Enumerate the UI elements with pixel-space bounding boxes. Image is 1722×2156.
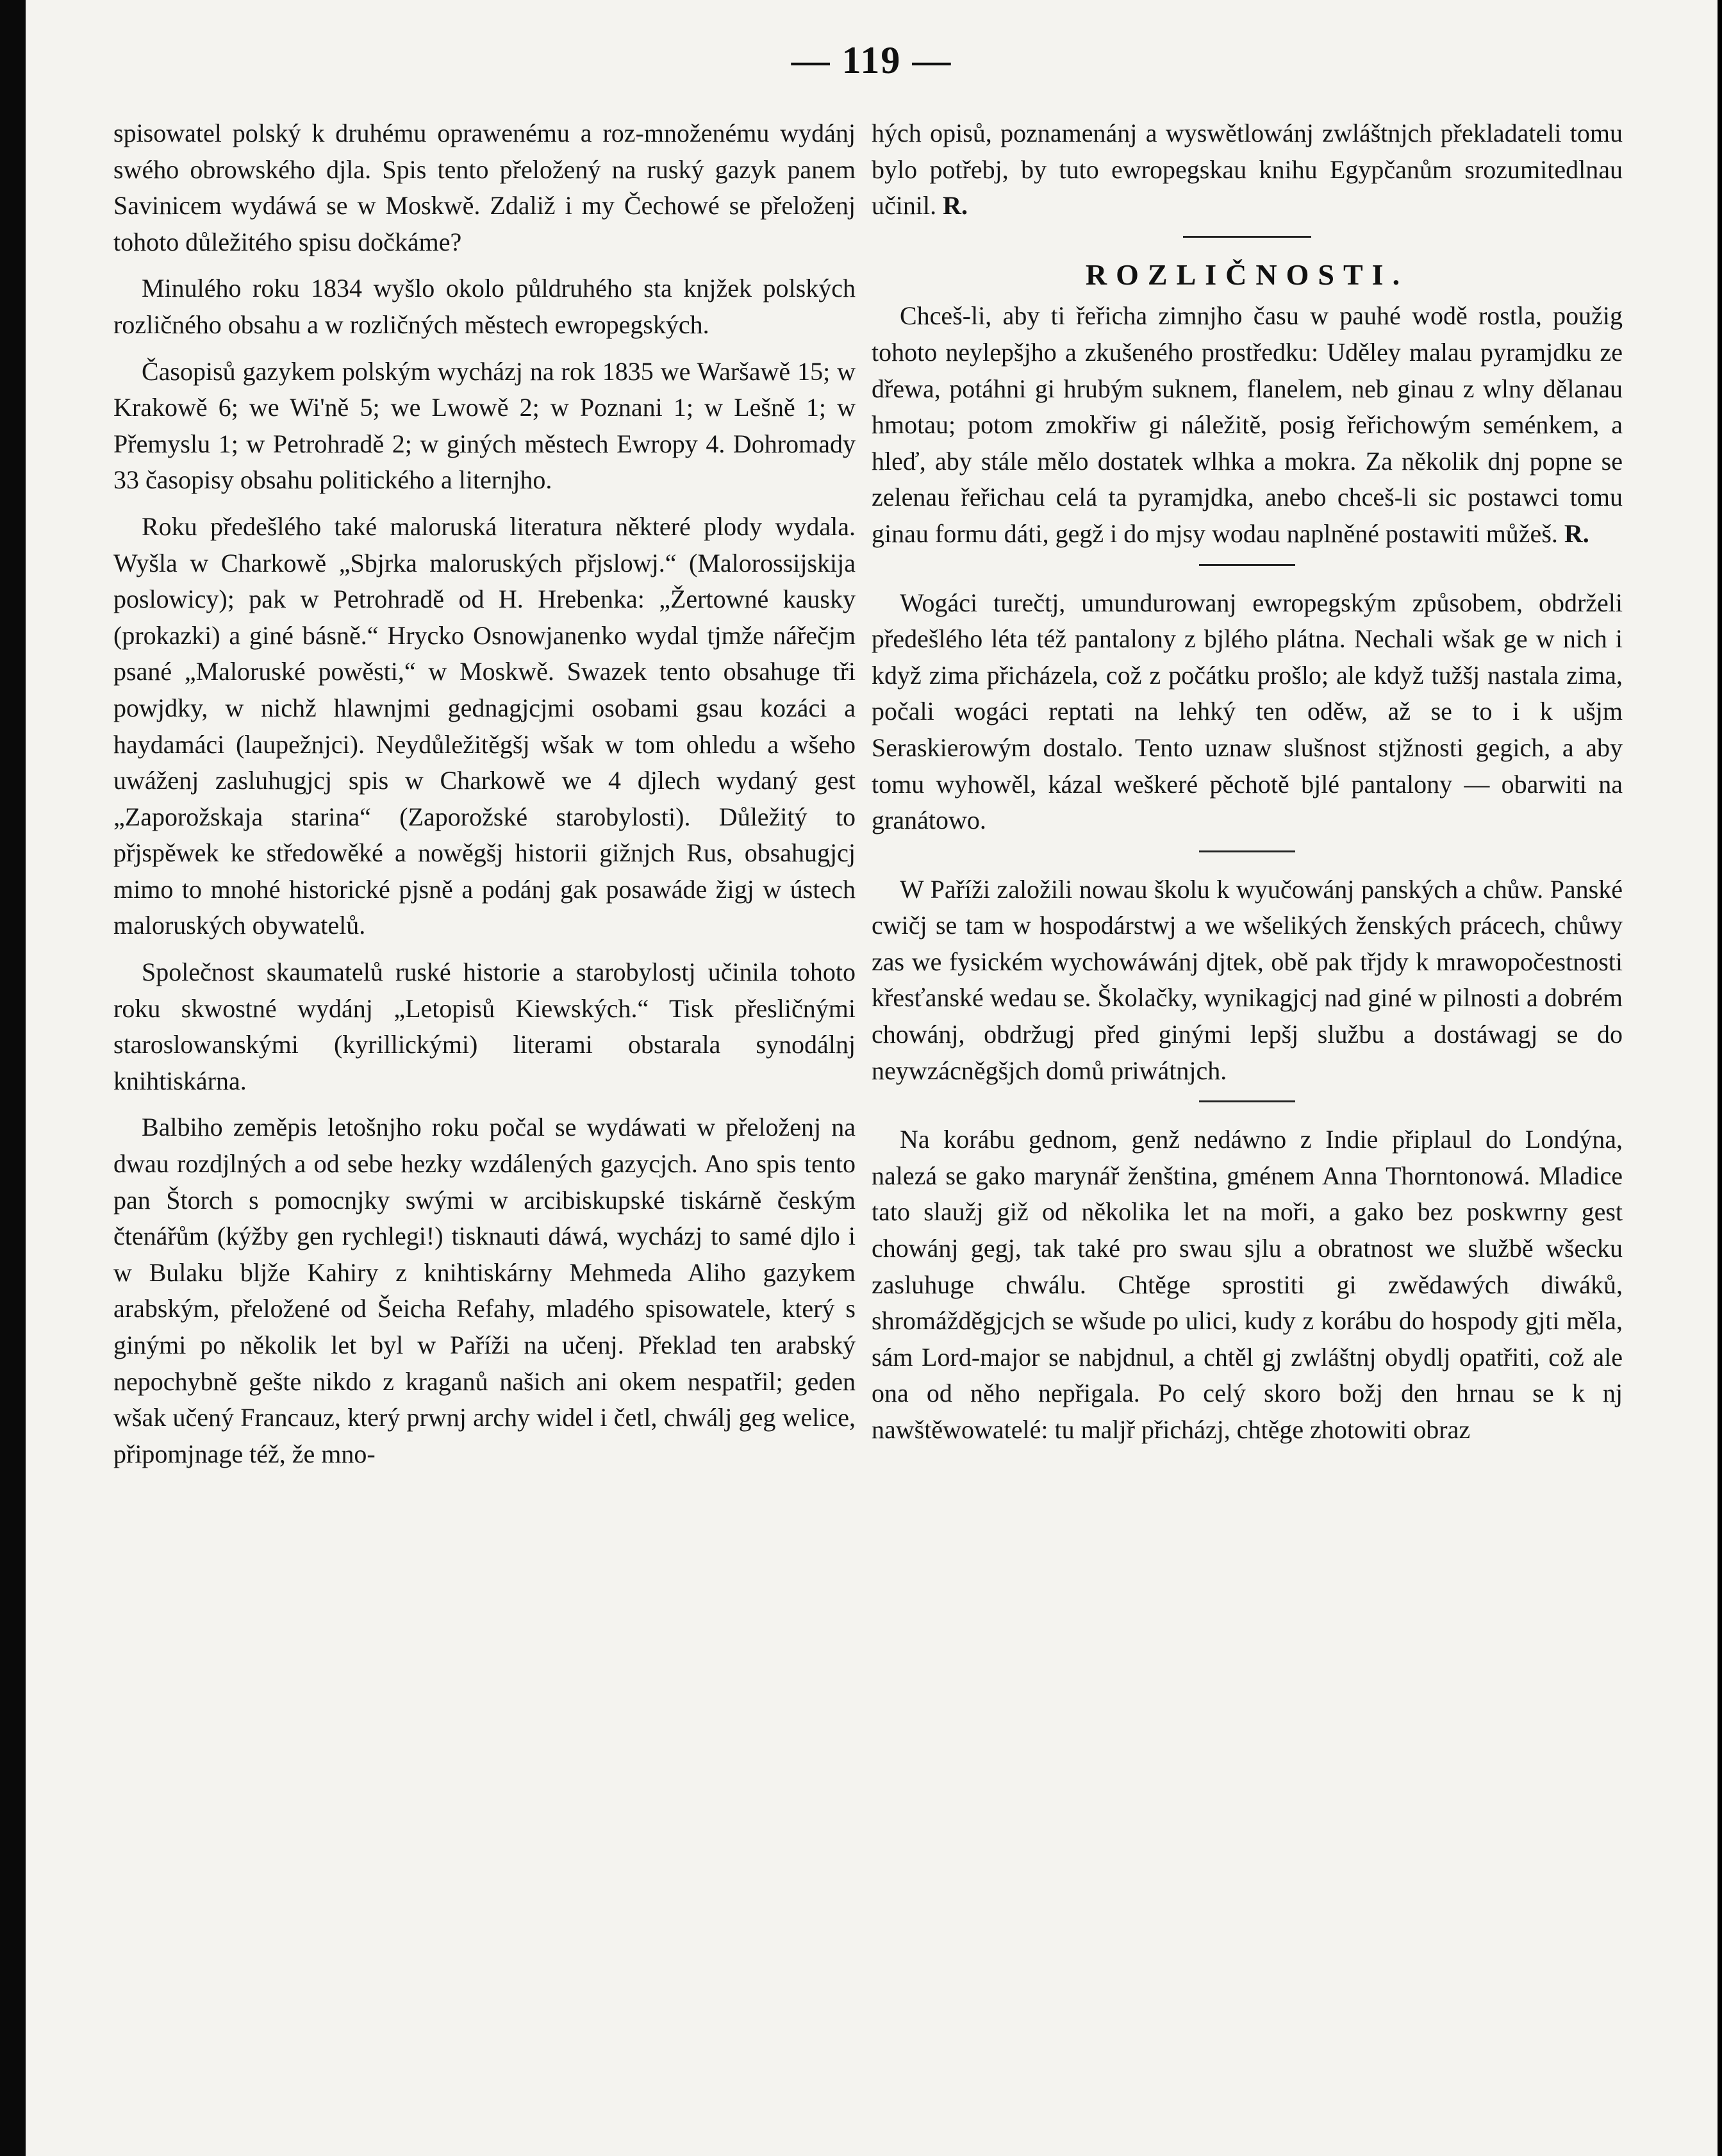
- book-page: [26, 0, 1718, 2156]
- paragraph-text: Chceš-li, aby ti řeřicha zimnjho času w pauhé wodě rostla, použig tohoto neylepšjho a zkušeného prostředku: Uděley malau pyramjdku ze dřewa, potáhni gi hrubým suknem, flanelem, neb ginau z wlny dělanau hmotau; potom zmokřiw gi náležitě, posig řeřichowým seménkem, a hleď, aby stále mělo dostatek wlhka a mokra. Za několik dnj popne se zelenau řeřichau celá ta pyramjdka, anebo chceš-li sic postawci tomu ginau formu dáti, gegž i do mjsy wodau naplněné postawiti můžeš.: [872, 301, 1623, 548]
- paragraph: [872, 298, 1623, 552]
- scan-left-edge: [0, 0, 26, 2156]
- paragraph: Roku předešlého také maloruská literatura některé plody wydala. Wyšla w Charkowě „Sbjrka maloruských přjslowj.“ (Malorossijskija poslowicy); pak w Petrohradě od H. Hrebenka: „Žertowné kausky (prokazki) a giné básně.“ Hrycko Osnowjanenko wydal tjmže nářečjm psané „Maloruské powěsti,“ w Moskwě. Swazek tento obsahuge tři powjdky, w nichž hlawnjmi gednagjcjmi osobami gsau kozáci a haydamáci (laupežnjci). Neydůležitěgšj wšak w tom ohledu a wšeho uwáženj zasluhugjcj spis w Charkowě we 4 djlech wydaný gest „Zaporožskaja starina“ (Zaporožské starobylosti). Důležitý to přjspěwek ke středowěké a nowěgšj historii gižnjch Rus, obsahugjcj mimo to mnohé historické pjsně a podánj gak posawáde žigj w ústech maloruských obywatelů.: [113, 511, 856, 940]
- paragraph: W Paříži založili nowau školu k wyučowánj panských a chůw. Panské cwičj se tam w hospodárstwj a we wšelikých ženských prácech, chůwy zas we fysickém wychowáwánj djtek, obě pak třjdy k mrawopočestnosti křesťanské wedau se. Školačky, wynikagjcj nad giné w pilnosti a dobrém chowánj, obdržugj před ginými lepšj službu a dostáwagj se do neywzácněgšjch domů priwátnjch.: [872, 874, 1623, 1085]
- divider-rule: [1183, 236, 1311, 238]
- divider-rule: [1199, 850, 1295, 852]
- right-column: [872, 115, 1623, 1459]
- author-signature: R.: [1564, 518, 1589, 548]
- left-column: [113, 115, 856, 1482]
- divider-rule: [1199, 1100, 1295, 1102]
- paragraph: Balbiho zeměpis letošnjho roku počal se wydáwati w přeloženj na dwau rozdjlných a od sebe hezky wzdálených gazycjch. Ano spis tento pan Štorch s pomocnjky swými w arcibiskupské tiskárně českým čtenářům (kýžby gen rychlegi!) tisknauti dáwá, wycházj to samé djlo i w Bulaku bljže Kahiry z knihtiskárny Mehmeda Aliho gazykem arabským, přeložené od Šeicha Refahy, mladého spisowatele, který s ginými po několik let byl w Paříži na učenj. Překlad ten arabský nepochybně gešte nikdo z kraganů našich ani okem nespatřil; geden wšak učený Francauz, který prwnj archy widel i četl, chwálj geg welice, připomjnage též, že mno-: [113, 1113, 856, 1468]
- paragraph: Na korábu gednom, genž nedáwno z Indie připlaul do Londýna, nalezá se gako marynář ženština, gménem Anna Thorntonowá. Mladice tato slaužj giž od několika let na moři, a gako bez poskwrny gest chowánj gegj, tak také pro swau sjlu a obratnost we službě wšecku zasluhuge chwálu. Chtěge sprostiti gi zwědawých diwáků, shromážděgjcjch se wšude po ulici, kudy z korábu do hospody gjti měla, sám Lord-major se nabjdnul, a chtěl gj zwláštnj obydlj opatřiti, což ale ona od něho nepřigala. Po celý skoro božj den hrnau se k nj nawštěwowatelé: tu maljř přicházj, chtěge zhotowiti obraz: [872, 1125, 1623, 1444]
- author-signature: R.: [943, 191, 968, 220]
- paragraph: [872, 115, 1623, 224]
- paragraph: Časopisů gazykem polským wycházj na rok 1835 we Waršawě 15; w Krakowě 6; we Wi'ně 5; we Lwowě 2; w Poznani 1; w Lešně 1; w Přemyslu 1; w Petrohradě 2; w giných městech Ewropy 4. Dohromady 33 časopisy obsahu politického a liternjho.: [113, 356, 856, 495]
- section-title: ROZLIČNOSTI.: [1085, 258, 1409, 291]
- paragraph: Společnost skaumatelů ruské historie a starobylostj učinila tohoto roku skwostné wydánj „Letopisů Kiewských.“ Tisk přesličnými staroslowanskými (kyrillickými) literami obstarala synodálnj knihtiskárna.: [113, 958, 856, 1095]
- paragraph: Wogáci turečtj, umundurowanj ewropegským způsobem, obdrželi předešlého léta též pantalony z bjlého plátna. Nechali wšak ge w nich i když zima přicházela, což z počátku prošlo; ale když tužšj nastala zima, počali wogáci reptati na lehký ten oděw, až se to i k ušjm Seraskierowým dostalo. Tento uznaw slušnost stjžnosti gegich, a aby tomu wyhowěl, kázal weškeré pěchotě bjlé pantalony — obarwiti na granátowo.: [872, 588, 1623, 835]
- divider-rule: [1199, 564, 1295, 566]
- page-number: — 119 —: [791, 39, 952, 81]
- paragraph: Minulého roku 1834 wyšlo okolo půldruhého sta knjžek polských rozličného obsahu a w rozličných městech ewropegských.: [113, 274, 856, 339]
- paragraph-text: hých opisů, poznamenánj a wyswětlowánj zwláštnjch překladateli tomu bylo potřebj, by tuto ewropegskau knihu Egypčanům srozumitedlnau učinil.: [872, 119, 1623, 220]
- paragraph: spisowatel polský k druhému oprawenému a roz-množenému wydánj swého obrowského djla. Spis tento přeložený na ruský gazyk panem Savinicem wydáwá se w Moskwě. Zdaliž i my Čechowé se přeloženj tohoto důležitého spisu dočkáme?: [113, 119, 856, 256]
